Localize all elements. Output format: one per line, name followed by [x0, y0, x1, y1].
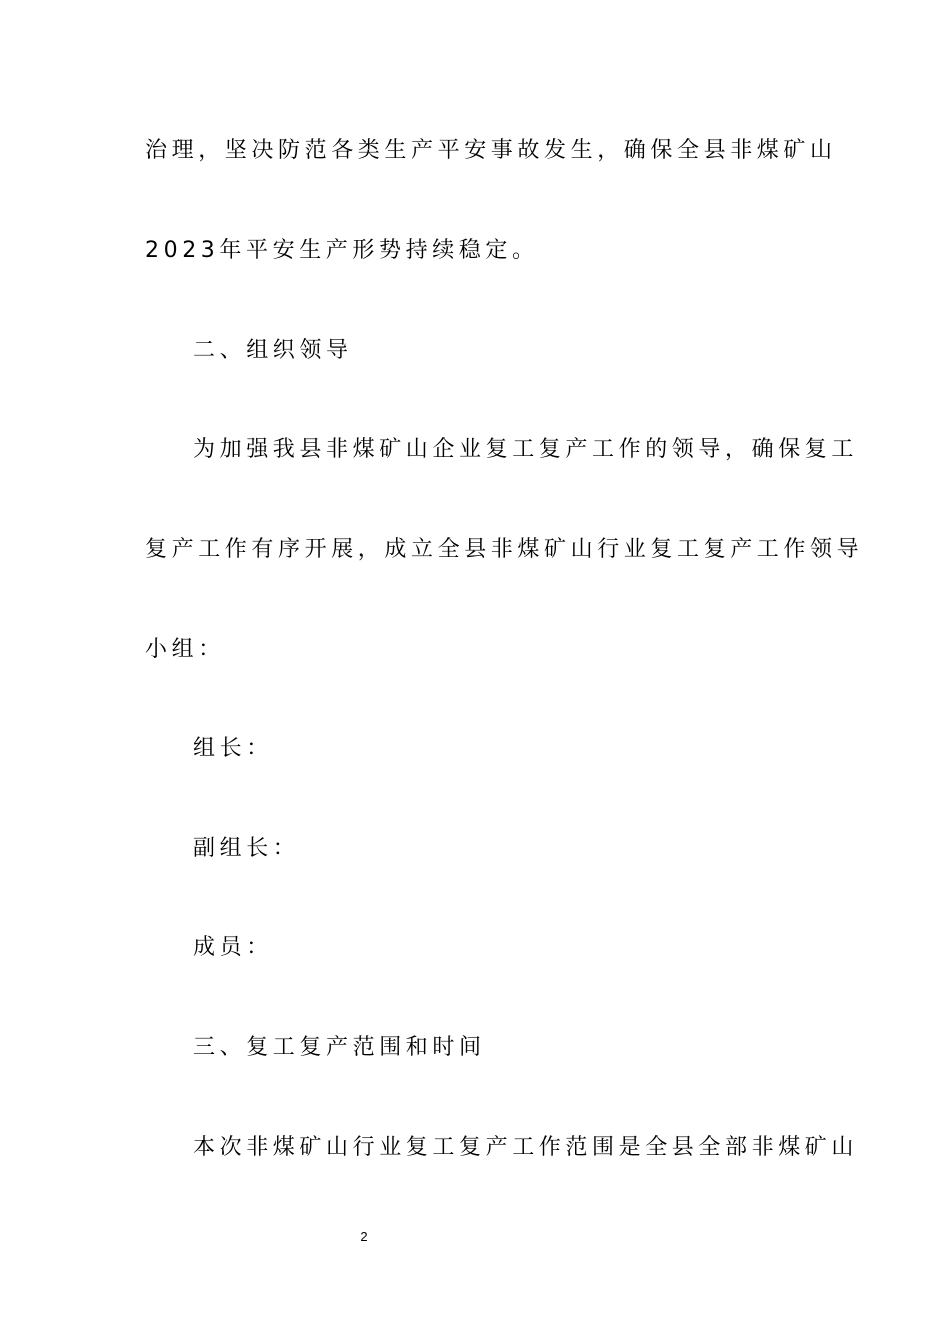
paragraph-line: 复产工作有序开展，成立全县非煤矿山行业复工复产工作领导 — [145, 537, 864, 562]
paragraph-line: 为加强我县非煤矿山企业复工复产工作的领导，确保复工 — [193, 437, 859, 462]
paragraph-line: 本次非煤矿山行业复工复产工作范围是全县全部非煤矿山 — [193, 1135, 859, 1160]
paragraph-line: 治理，坚决防范各类生产平安事故发生，确保全县非煤矿山 — [145, 138, 837, 163]
paragraph-line: 小组： — [145, 637, 225, 662]
page-number: 2 — [360, 1229, 368, 1244]
list-item: 副组长： — [193, 836, 300, 861]
paragraph-line: 2023年平安生产形势持续稳定。 — [145, 238, 539, 263]
list-item: 组长： — [193, 736, 273, 761]
section-heading: 三、复工复产范围和时间 — [193, 1035, 486, 1060]
list-item: 成员： — [193, 935, 273, 960]
section-heading: 二、组织领导 — [193, 338, 353, 363]
